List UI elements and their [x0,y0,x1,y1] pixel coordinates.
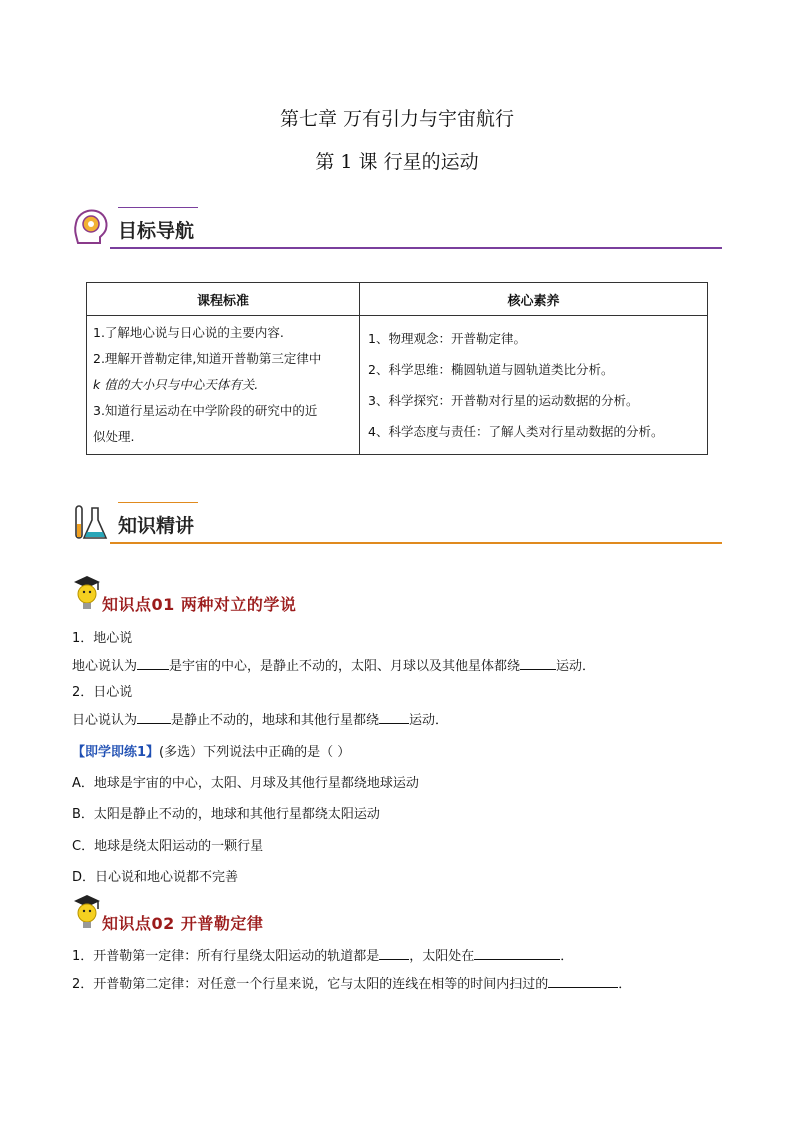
section-knowledge-divider [110,542,722,544]
fill-blank[interactable] [137,656,169,670]
standards-item: 似处理. [93,429,135,444]
lesson-title: 第 1 课 行星的运动 [315,151,479,173]
competency-item: 2、科学思维：椭圆轨道与圆轨道类比分析。 [368,362,614,377]
standards-item-text: k 值的大小只与中心天体有关. [93,377,259,392]
graduate-bulb-icon [72,574,102,616]
lab-flask-icon [70,500,110,542]
kp1-heading-geocentric: 1．地心说 [72,631,133,646]
section-knowledge-header [70,498,722,544]
exercise-1-question [72,744,350,762]
standards-item [93,372,353,398]
section-goals-label: 目标导航 [118,220,195,242]
text-fragment: 2．开普勒第二定律：对任意一个行星来说，它与太阳的连线在相等的时间内扫过的 [72,977,549,992]
section-knowledge-topline [118,502,198,503]
standards-table [86,282,708,455]
kp1-geocentric-line [72,656,595,676]
kp2-title: 知识点02 开普勒定律 [102,914,264,933]
competencies-cell [360,316,708,455]
kepler-second-law-line [72,974,631,994]
exercise-option-d[interactable]: D．日心说和地心说都不完善 [72,870,239,885]
kp2-header [72,893,472,933]
text-fragment: ． [618,977,632,992]
competency-item: 3、科学探究：开普勒对行星的运动数据的分析。 [368,393,639,408]
text-fragment: 运动． [556,659,596,674]
standards-cell [87,316,360,455]
brain-gear-icon [70,205,110,247]
standards-item: 3.知道行星运动在中学阶段的研究中的近 [93,403,318,418]
text-fragment: 地心说认为 [72,659,138,674]
fill-blank[interactable] [474,946,560,960]
text-fragment: 是宇宙的中心，是静止不动的，太阳、月球以及其他星体都绕 [169,659,521,674]
section-goals-divider [110,247,722,249]
exercise-option-c[interactable]: C．地球是绕太阳运动的一颗行星 [72,839,264,854]
section-goals-header [70,203,722,249]
kepler-first-law-line [72,946,573,966]
fill-blank[interactable] [137,710,171,724]
table-header-competencies: 核心素养 [360,283,708,316]
graduate-bulb-icon [72,893,102,935]
competency-item: 4、科学态度与责任：了解人类对行星动数据的分析。 [368,424,664,439]
kp1-heading-heliocentric: 2．日心说 [72,685,133,700]
competency-item: 1、物理观念：开普勒定律。 [368,331,526,346]
exercise-option-b[interactable]: B．太阳是静止不动的，地球和其他行星都绕太阳运动 [72,807,380,822]
text-fragment: 1．开普勒第一定律：所有行星绕太阳运动的轨道都是 [72,949,380,964]
table-header-standards: 课程标准 [87,283,360,316]
kp1-heliocentric-line [72,710,448,730]
section-goals-topline [118,207,198,208]
standards-item: 2.理解开普勒定律,知道开普勒第三定律中 [93,351,322,366]
text-fragment: 日心说认为 [72,713,138,728]
chapter-title: 第七章 万有引力与宇宙航行 [279,108,515,130]
fill-blank[interactable] [379,946,409,960]
fill-blank[interactable] [379,710,409,724]
standards-item: 1.了解地心说与日心说的主要内容. [93,325,284,340]
text-fragment: ，太阳处在 [409,949,475,964]
text-fragment: 是静止不动的，地球和其他行星都绕 [171,713,380,728]
exercise-option-a[interactable]: A．地球是宇宙的中心，太阳、月球及其他行星都绕地球运动 [72,776,419,791]
fill-blank[interactable] [548,974,618,988]
exercise-tag: 【即学即练1】 [72,745,160,760]
text-fragment: ． [560,949,574,964]
kp1-header [72,574,472,614]
exercise-question-text: (多选）下列说法中正确的是（ ） [159,745,351,760]
section-knowledge-label: 知识精讲 [118,515,195,537]
fill-blank[interactable] [520,656,556,670]
text-fragment: 运动． [409,713,449,728]
kp1-title: 知识点01 两种对立的学说 [102,595,297,614]
